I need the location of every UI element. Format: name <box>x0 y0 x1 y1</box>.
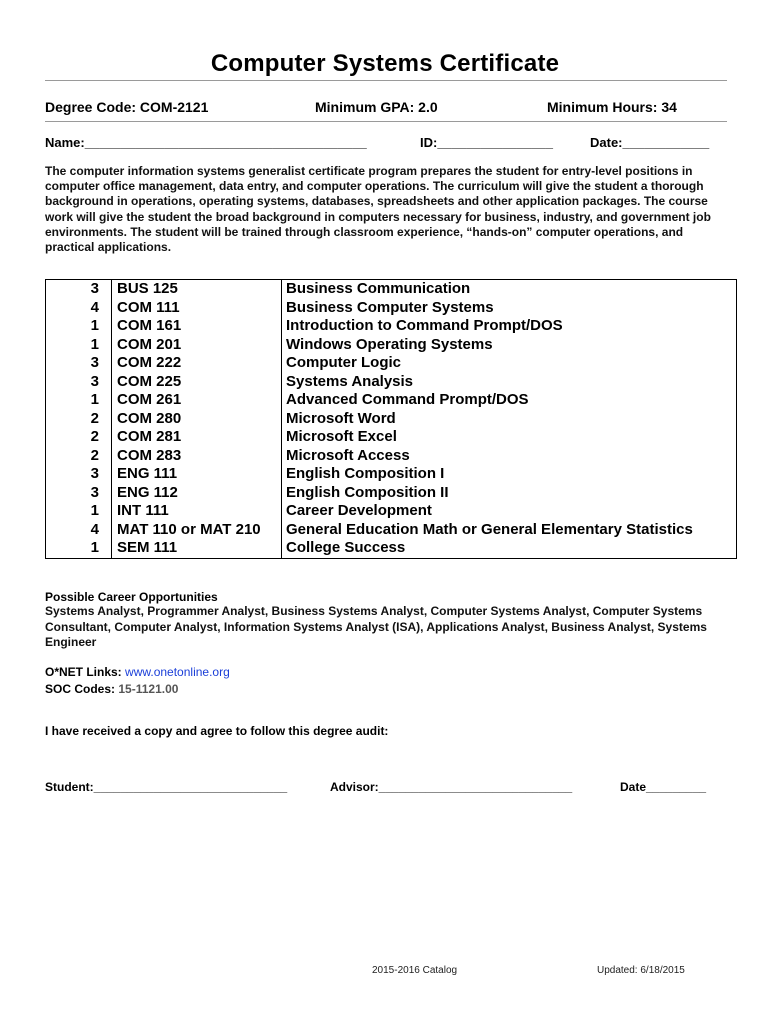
course-code: COM 111 <box>117 298 180 316</box>
page-title: Computer Systems Certificate <box>210 50 560 77</box>
soc-code-value: 15-1121.00 <box>118 682 179 696</box>
advisor-signature-field[interactable]: Advisor:_____________________________ <box>330 780 573 794</box>
date-field[interactable]: Date:____________ <box>590 135 710 150</box>
course-title: Windows Operating Systems <box>286 335 493 353</box>
credits-column <box>46 280 112 559</box>
course-credits: 2 <box>90 409 99 427</box>
course-code: INT 111 <box>117 502 169 519</box>
course-code: COM 280 <box>117 409 182 427</box>
course-credits: 1 <box>90 539 99 556</box>
course-credits: 2 <box>90 446 99 464</box>
career-list: Systems Analyst, Programmer Analyst, Business Systems Analyst, Computer Systems Analyst, Computer Systems Consultant, Computer Analyst, Information Systems Analyst (ISA), Applications Analyst, Business Analyst, Systems Engineer <box>45 604 707 649</box>
meta-divider <box>45 121 727 122</box>
course-code: COM 283 <box>117 446 182 464</box>
onet-link[interactable]: www.onetonline.org <box>125 665 230 679</box>
course-title: Microsoft Excel <box>286 428 397 445</box>
course-title: Career Development <box>286 502 432 519</box>
course-title: Introduction to Command Prompt/DOS <box>286 317 563 334</box>
agreement-statement: I have received a copy and agree to follow this degree audit: <box>45 724 389 738</box>
name-field[interactable]: Name:_______________________________________ <box>45 135 367 150</box>
updated-date: Updated: 6/18/2015 <box>597 965 685 976</box>
course-credits: 1 <box>90 391 99 408</box>
course-credits: 4 <box>90 520 99 538</box>
course-credits: 1 <box>90 502 99 519</box>
course-credits: 3 <box>90 354 99 371</box>
career-heading: Possible Career Opportunities <box>45 590 218 604</box>
onet-links <box>45 665 230 679</box>
course-code: ENG 111 <box>117 465 178 482</box>
course-title: Business Communication <box>286 280 471 297</box>
course-code: ENG 112 <box>117 483 178 501</box>
course-title: Advanced Command Prompt/DOS <box>286 391 529 408</box>
soc-label: SOC Codes: <box>45 682 116 696</box>
signature-date-field[interactable]: Date_________ <box>620 780 707 794</box>
onet-label: O*NET Links: <box>45 665 122 679</box>
title-divider <box>45 80 727 81</box>
course-credits: 3 <box>90 372 99 390</box>
course-credits: 3 <box>90 280 99 297</box>
course-title: English Composition II <box>286 483 449 501</box>
minimum-gpa: Minimum GPA: 2.0 <box>315 99 438 115</box>
course-title: English Composition I <box>286 465 445 482</box>
course-title: Microsoft Word <box>286 409 396 427</box>
student-signature-field[interactable]: Student:_____________________________ <box>45 780 288 794</box>
course-code-column <box>112 280 282 559</box>
course-title-column <box>282 280 737 559</box>
course-code: COM 225 <box>117 372 182 390</box>
soc-codes <box>45 682 178 696</box>
course-credits: 3 <box>90 465 99 482</box>
course-credits: 1 <box>90 317 99 334</box>
course-code: COM 201 <box>117 335 182 353</box>
course-credits: 4 <box>90 298 99 316</box>
course-credits: 1 <box>90 335 99 353</box>
course-code: COM 261 <box>117 391 182 408</box>
course-code: BUS 125 <box>117 280 178 297</box>
course-title: College Success <box>286 539 406 556</box>
course-code: SEM 111 <box>117 539 178 556</box>
course-credits: 3 <box>90 483 99 501</box>
course-code: COM 222 <box>117 354 182 371</box>
course-table <box>45 279 737 559</box>
course-title: Computer Logic <box>286 354 401 371</box>
course-code: COM 281 <box>117 428 182 445</box>
table-row <box>46 280 737 559</box>
course-title: Systems Analysis <box>286 372 414 390</box>
course-code: MAT 110 or MAT 210 <box>117 520 261 538</box>
catalog-year: 2015-2016 Catalog <box>372 965 458 976</box>
course-title: General Education Math or General Elementary Statistics <box>286 520 693 538</box>
course-code: COM 161 <box>117 317 182 334</box>
program-description: The computer information systems generalist certificate program prepares the student for entry-level positions in computer office management, data entry, and computer operations. The curriculum will give the student a thorough background in operations, operating systems, databases, spreadsheets and other application packages. The course work will give the student the broad background in computers necessary for business, industry, and government job environments. The student will be trained through classroom experience, “hands-on” computer operations, and practical applications. <box>45 164 711 255</box>
course-credits: 2 <box>90 428 99 445</box>
id-field[interactable]: ID:________________ <box>420 135 554 150</box>
course-title: Business Computer Systems <box>286 298 494 316</box>
course-title: Microsoft Access <box>286 446 410 464</box>
degree-code: Degree Code: COM-2121 <box>45 99 209 115</box>
minimum-hours: Minimum Hours: 34 <box>547 99 677 115</box>
